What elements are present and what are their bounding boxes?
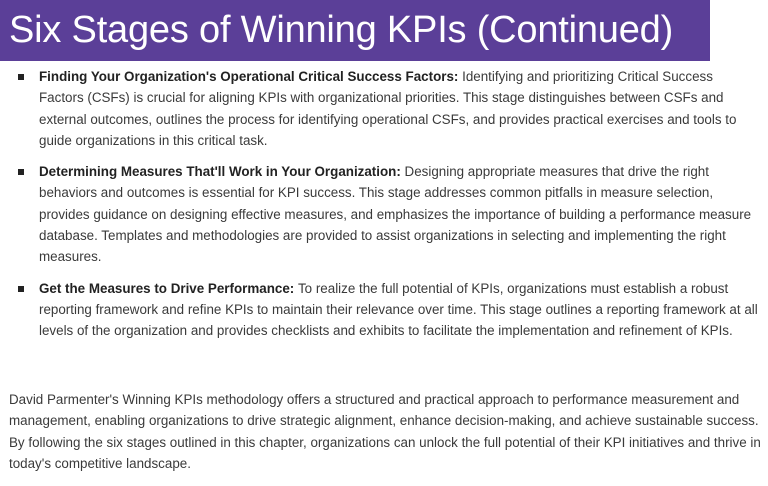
stage-item-finding-csfs	[0, 66, 768, 151]
square-bullet-icon	[18, 169, 24, 175]
stage-body: Designing appropriate measures that drive the right behaviors and outcomes is essential for KPI success. This stage addresses common pitfalls in measure selection, provides guidance on designing effective measures, and emphasizes the importance of building a performance measure database. Templates and methodologies are provided to assist organizations in selecting and implementing the right measures.	[39, 164, 752, 265]
stage-heading: Determining Measures That'll Work in Your Organization:	[39, 164, 405, 180]
summary-paragraph: David Parmenter's Winning KPIs methodology offers a structured and practical approach to performance measurement and management, enabling organizations to drive strategic alignment, enhance decision-making, and achieve sustainable success. By following the six stages outlined in this chapter, organizations can unlock the full potential of their KPI initiatives and thrive in today's competitive landscape.	[9, 392, 761, 471]
square-bullet-icon	[18, 74, 24, 80]
title-bar	[0, 0, 710, 61]
stage-body: To realize the full potential of KPIs, organizations must establish a robust reporting framework and refine KPIs to maintain their relevance over time. This stage outlines a reporting framework at all levels of the organization and provides checklists and exhibits to facilitate the implementation and refinement of KPIs.	[39, 280, 758, 339]
square-bullet-icon	[18, 286, 24, 292]
stage-body: Identifying and prioritizing Critical Success Factors (CSFs) is crucial for aligning KPIs with organizational priorities. This stage distinguishes between CSFs and external outcomes, outlines the process for identifying operational CSFs, and provides practical exercises and tools to guide organizations in this critical task.	[39, 69, 737, 148]
stage-heading: Finding Your Organization's Operational Critical Success Factors:	[39, 69, 463, 84]
slide-title: Six Stages of Winning KPIs (Continued)	[9, 9, 674, 51]
stage-item-drive-performance	[0, 278, 768, 342]
stage-list	[0, 66, 768, 352]
stage-item-determining-measures	[0, 161, 768, 267]
stage-heading: Get the Measures to Drive Performance:	[39, 280, 298, 296]
